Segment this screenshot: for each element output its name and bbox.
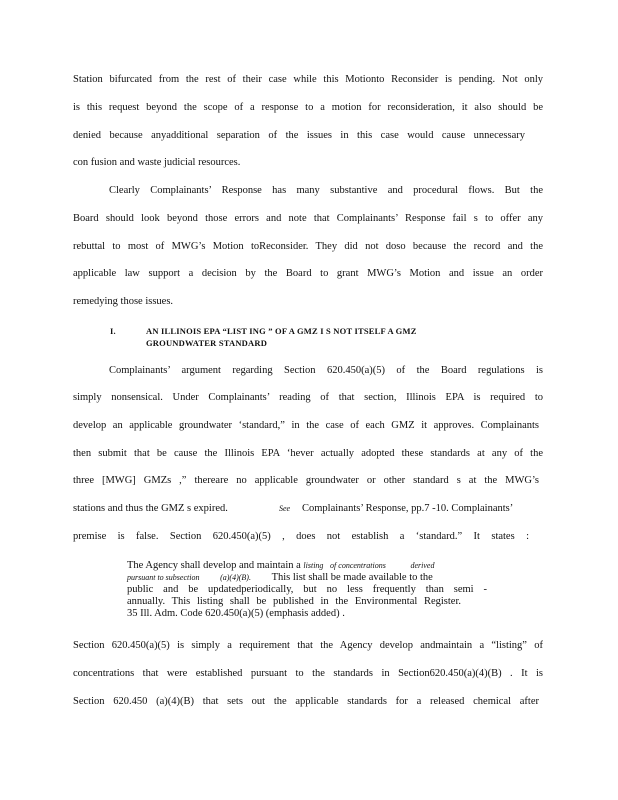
section-heading-number: I.	[110, 326, 116, 336]
quote-line-3: public and be updatedperiodically, but no less frequently than semi -	[127, 584, 487, 595]
paragraph-2-line-1: Clearly Complainants’ Response has many substantive and procedural flows. But the	[109, 185, 543, 196]
paragraph-1-line-4: con fusion and waste judicial resources.	[73, 157, 241, 168]
paragraph-3-line-6: stations and thus the GMZ s expired.	[73, 503, 228, 514]
paragraph-2-line-2: Board should look beyond those errors and note that Complainants’ Response fail s to offer any	[73, 213, 543, 224]
paragraph-3-line-3: develop an applicable groundwater ‘standard,” in the case of each GMZ it approves. Complainants	[73, 420, 539, 431]
paragraph-3-line-7: premise is false. Section 620.450(a)(5) , does not establish a ‘standard.” It states :	[73, 531, 529, 542]
quote-line-2: pursuant to subsection (a)(4)(B). This list shall be made available to the	[127, 572, 433, 583]
paragraph-3-line-1: Complainants’ argument regarding Section 620.450(a)(5) of the Board regulations is	[109, 365, 543, 376]
citation-see: See	[279, 504, 291, 513]
paragraph-3-line-2: simply nonsensical. Under Complainants’ reading of that section, Illinois EPA is required to	[73, 392, 543, 403]
paragraph-4-line-1: Section 620.450(a)(5) is simply a requirement that the Agency develop andmaintain a “listing” of	[73, 640, 543, 651]
section-heading-line-2: GROUNDWATER STANDARD	[146, 338, 268, 348]
paragraph-3-line-5: three [MWG] GMZs ,” thereare no applicable groundwater or other standard s at the MWG’s	[73, 475, 539, 486]
paragraph-4-line-2: concentrations that were established pursuant to the standards in Section620.450(a)(4)(B) . It is	[73, 668, 543, 679]
section-heading-line-1: AN ILLINOIS EPA “LIST ING ” OF A GMZ I S NOT ITSELF A GMZ	[146, 326, 417, 336]
citation-rest: Complainants’ Response, pp.7 -10. Complainants’	[302, 503, 514, 514]
quote-line-5: 35 Ill. Adm. Code 620.450(a)(5) (emphasis added) .	[127, 608, 345, 619]
paragraph-1-line-3: denied because anyadditional separation of the issues in this case would cause unnecessary	[73, 130, 525, 141]
paragraph-3-line-4: then submit that be cause the Illinois EPA ‘hever actually adopted these standards at any of the	[73, 448, 543, 459]
quote-line-4: annually. This listing shall be published in the Environmental Register.	[127, 596, 461, 607]
paragraph-4-line-3: Section 620.450 (a)(4)(B) that sets out the applicable standards for a released chemical after	[73, 696, 539, 707]
quote-line-1: The Agency shall develop and maintain a listing of concentrations derived	[127, 560, 435, 571]
paragraph-1-line-1: Station bifurcated from the rest of their case while this Motionto Reconsider is pending. Not only	[73, 74, 543, 85]
paragraph-1-line-2: is this request beyond the scope of a response to a motion for reconsideration, it also should be	[73, 102, 543, 113]
paragraph-2-line-5: remedying those issues.	[73, 296, 174, 307]
paragraph-2-line-3: rebuttal to most of MWG’s Motion toReconsider. They did not doso because the record and the	[73, 241, 543, 252]
paragraph-2-line-4: applicable law support a decision by the Board to grant MWG’s Motion and issue an order	[73, 268, 543, 279]
